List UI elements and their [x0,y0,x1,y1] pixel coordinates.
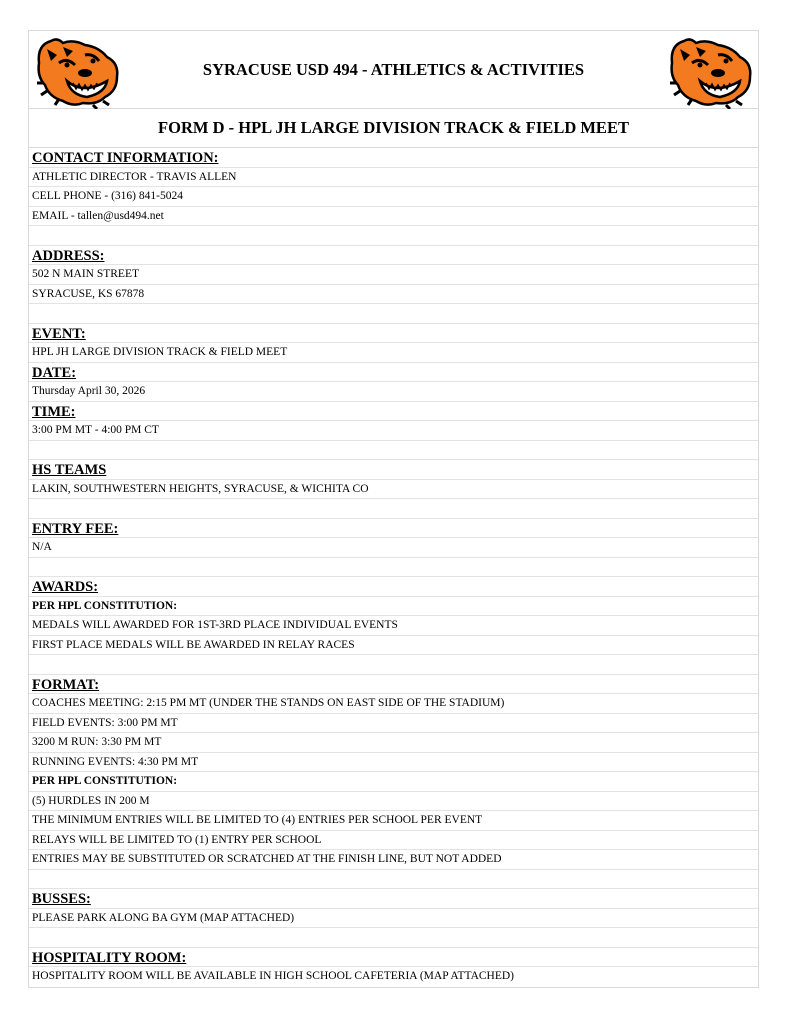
info-line: 3200 M RUN: 3:30 PM MT [29,733,758,753]
form-header [29,31,758,109]
info-line: LAKIN, SOUTHWESTERN HEIGHTS, SYRACUSE, & WICHITA CO [29,480,758,500]
info-line: PLEASE PARK ALONG BA GYM (MAP ATTACHED) [29,909,758,929]
info-line: 3:00 PM MT - 4:00 PM CT [29,421,758,441]
blank-row [29,499,758,519]
form-title: FORM D - HPL JH LARGE DIVISION TRACK & FIELD MEET [29,109,758,148]
blank-row [29,928,758,948]
info-line: THE MINIMUM ENTRIES WILL BE LIMITED TO (4) ENTRIES PER SCHOOL PER EVENT [29,811,758,831]
section-subheading: PER HPL CONSTITUTION: [29,597,758,617]
info-line: (5) HURDLES IN 200 M [29,792,758,812]
section-heading: ENTRY FEE: [29,519,758,539]
section-heading: AWARDS: [29,577,758,597]
info-line: EMAIL - tallen@usd494.net [29,207,758,227]
info-line: 502 N MAIN STREET [29,265,758,285]
info-line: ENTRIES MAY BE SUBSTITUTED OR SCRATCHED AT THE FINISH LINE, BUT NOT ADDED [29,850,758,870]
form-rows [29,148,758,987]
blank-row [29,304,758,324]
form-sheet [28,30,759,988]
header-title: SYRACUSE USD 494 - ATHLETICS & ACTIVITIES [202,60,585,79]
blank-row [29,441,758,461]
info-line: FIRST PLACE MEDALS WILL BE AWARDED IN RELAY RACES [29,636,758,656]
bulldog-mascot-icon [666,33,756,109]
section-heading: HS TEAMS [29,460,758,480]
section-heading: DATE: [29,363,758,383]
info-line: COACHES MEETING: 2:15 PM MT (UNDER THE STANDS ON EAST SIDE OF THE STADIUM) [29,694,758,714]
section-heading: BUSSES: [29,889,758,909]
info-line: RUNNING EVENTS: 4:30 PM MT [29,753,758,773]
section-subheading: PER HPL CONSTITUTION: [29,772,758,792]
info-line: CELL PHONE - (316) 841-5024 [29,187,758,207]
info-line: Thursday April 30, 2026 [29,382,758,402]
section-heading: FORMAT: [29,675,758,695]
section-heading: EVENT: [29,324,758,344]
info-line: HPL JH LARGE DIVISION TRACK & FIELD MEET [29,343,758,363]
info-line: RELAYS WILL BE LIMITED TO (1) ENTRY PER SCHOOL [29,831,758,851]
info-line: ATHLETIC DIRECTOR - TRAVIS ALLEN [29,168,758,188]
section-heading: ADDRESS: [29,246,758,266]
blank-row [29,558,758,578]
blank-row [29,655,758,675]
section-heading: HOSPITALITY ROOM: [29,948,758,968]
info-line: HOSPITALITY ROOM WILL BE AVAILABLE IN HIGH SCHOOL CAFETERIA (MAP ATTACHED) [32,970,515,982]
section-heading: TIME: [29,402,758,422]
section-heading: CONTACT INFORMATION: [29,148,758,168]
info-line: SYRACUSE, KS 67878 [29,285,758,305]
info-line: N/A [29,538,758,558]
info-line: FIELD EVENTS: 3:00 PM MT [29,714,758,734]
info-line: MEDALS WILL AWARDED FOR 1ST-3RD PLACE INDIVIDUAL EVENTS [29,616,758,636]
blank-row [29,870,758,890]
blank-row [29,226,758,246]
